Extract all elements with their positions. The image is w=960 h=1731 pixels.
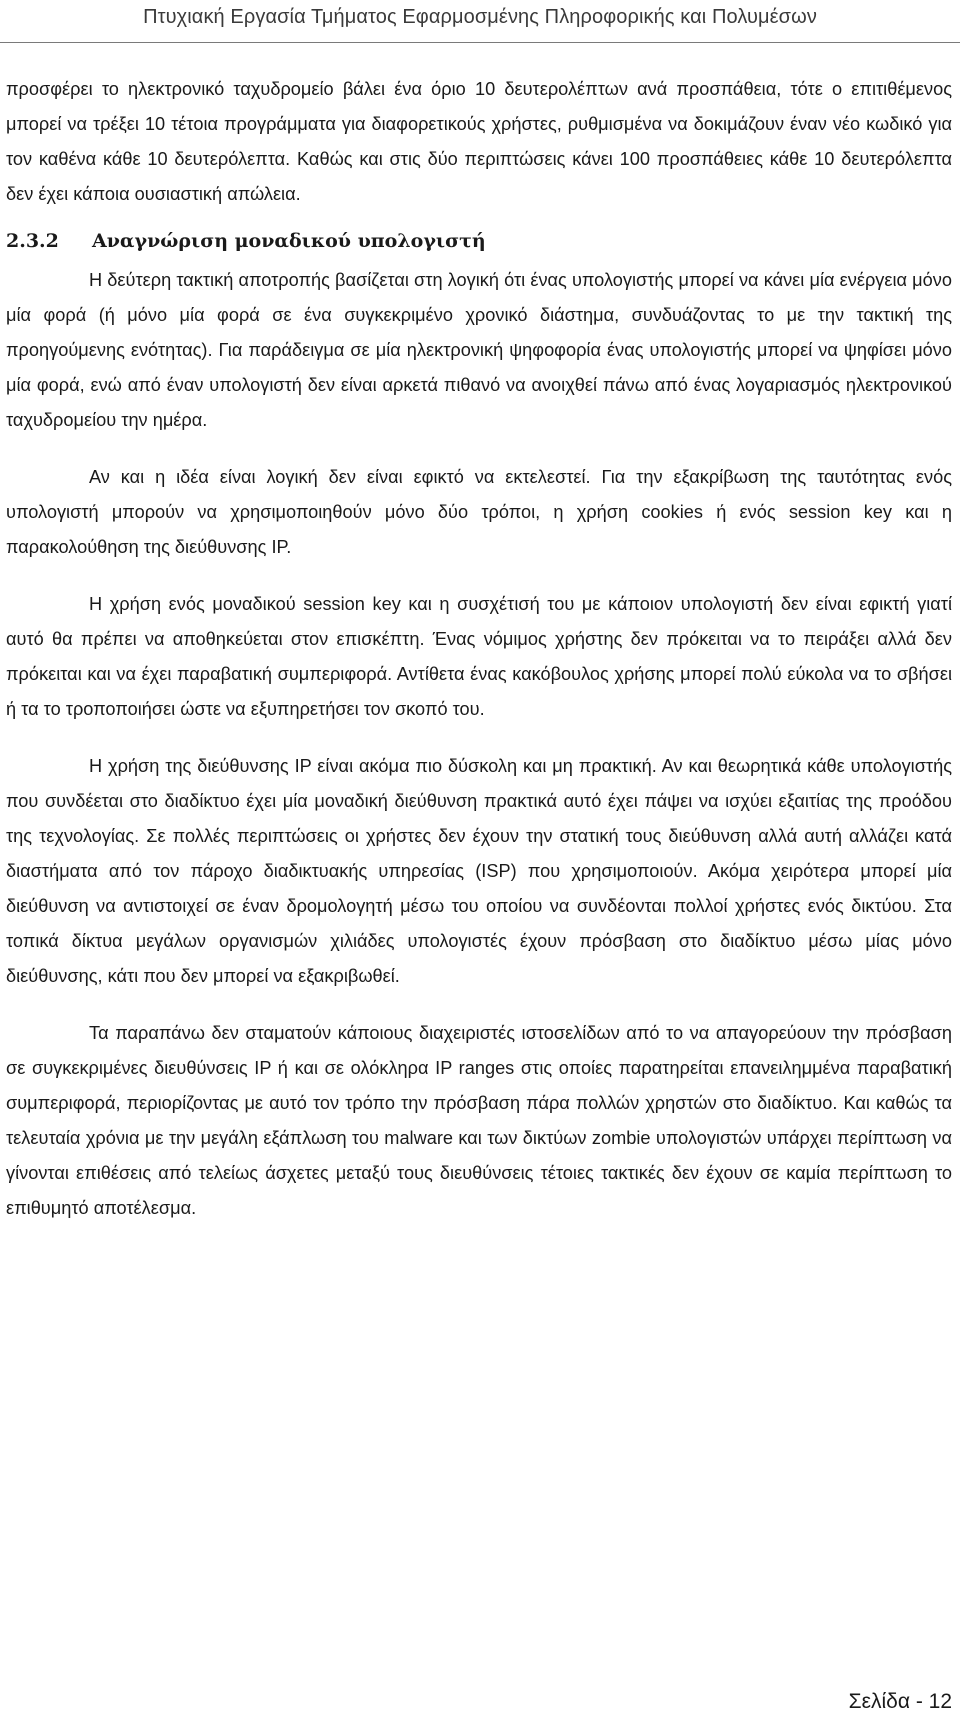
running-header: Πτυχιακή Εργασία Τμήματος Εφαρμοσμένης Πληροφορικής και Πολυμέσων bbox=[143, 6, 817, 28]
section-number: 2.3.2 bbox=[6, 230, 59, 252]
section-heading bbox=[6, 224, 952, 259]
paragraph: Αν και η ιδέα είναι λογική δεν είναι εφικτό να εκτελεστεί. Για την εξακρίβωση της ταυτότητας ενός υπολογιστή μπορούν να χρησιμοποιηθούν μόνο δύο τρόποι, η χρήση cookies ή ενός session key και η παρακολούθηση της διεύθυνσης IP. bbox=[6, 467, 952, 557]
paragraph: Τα παραπάνω δεν σταματούν κάποιους διαχειριστές ιστοσελίδων από το να απαγορεύουν την πρόσβαση σε συγκεκριμένες διευθύνσεις IP ή και σε ολόκληρα IP ranges στις οποίες παρατηρείται επανειλημμένα παραβατική συμπεριφορά, περιορίζοντας με αυτό τον τρόπο την πρόσβαση πάρα πολλών χρηστών στο διαδίκτυο. Και καθώς τα τελευταία χρόνια με την μεγάλη εξάπλωση του malware και των δικτύων zombie υπολογιστών υπάρχει περίπτωση να γίνονται επιθέσεις από τελείως άσχετες μεταξύ τους διευθύνσεις τέτοιες τακτικές δεν έχουν σε καμία περίπτωση το επιθυμητό αποτέλεσμα. bbox=[6, 1023, 952, 1218]
page-body bbox=[6, 72, 952, 1226]
paragraph: Η χρήση της διεύθυνσης IP είναι ακόμα πιο δύσκολη και μη πρακτική. Αν και θεωρητικά κάθε υπολογιστής που συνδέεται στο διαδίκτυο έχει μία μοναδική διεύθυνση πρακτικά αυτό έχει πάψει να ισχύει εξαιτίας της προόδου της τεχνολογίας. Σε πολλές περιπτώσεις οι χρήστες δεν έχουν την στατική τους διεύθυνση αλλά αυτή αλλάζει κατά διαστήματα από τον πάροχο διαδικτυακής υπηρεσίας (ISP) που χρησιμοποιούν. Ακόμα χειρότερα μπορεί μία διεύθυνση να αντιστοιχεί σε έναν δρομολογητή μέσω του οποίου να συνδέονται πολλοί χρήστες ενός δικτύου. Στα τοπικά δίκτυα μεγάλων οργανισμών χιλιάδες υπολογιστές έχουν πρόσβαση στο διαδίκτυο μέσω μίας μόνο διεύθυνσης, κάτι που δεν μπορεί να εξακριβωθεί. bbox=[6, 756, 952, 986]
section-title: Αναγνώριση μοναδικού υπολογιστή bbox=[92, 230, 486, 252]
header-divider bbox=[0, 42, 960, 43]
paragraph: Η δεύτερη τακτική αποτροπής βασίζεται στη λογική ότι ένας υπολογιστής μπορεί να κάνει μία ενέργεια μόνο μία φορά (ή μόνο μία φορά σε ένα συγκεκριμένο χρονικό διάστημα, συνδυάζοντας το με την τακτική της προηγούμενης ενότητας). Για παράδειγμα σε μία ηλεκτρονική ψηφοφορία ένας υπολογιστής μπορεί να ψηφίσει μόνο μία φορά, ενώ από έναν υπολογιστή δεν είναι αρκετά πιθανό να ανοιχθεί πάνω από ένας λογαριασμός ηλεκτρονικού ταχυδρομείου την ημέρα. bbox=[6, 270, 952, 430]
intro-paragraph: προσφέρει το ηλεκτρονικό ταχυδρομείο βάλει ένα όριο 10 δευτερολέπτων ανά προσπάθεια, τότε ο επιτιθέμενος μπορεί να τρέξει 10 τέτοια προγράμματα για διαφορετικούς χρήστες, ρυθμισμένα να δοκιμάζουν έναν νέο κωδικό για τον καθένα κάθε 10 δευτερόλεπτα. Καθώς και στις δύο περιπτώσεις κάνει 100 προσπάθειες κάθε 10 δευτερόλεπτα δεν έχει κάποια ουσιαστική απώλεια. bbox=[6, 79, 952, 204]
page-number: Σελίδα - 12 bbox=[848, 1690, 952, 1713]
paragraph: Η χρήση ενός μοναδικού session key και η συσχέτισή του με κάποιον υπολογιστή δεν είναι εφικτή γιατί αυτό θα πρέπει να αποθηκεύεται στον επισκέπτη. Ένας νόμιμος χρήστης δεν πρόκειται να το πειράξει αλλά δεν πρόκειται και να έχει παραβατική συμπεριφορά. Αντίθετα ένας κακόβουλος χρήσης μπορεί πολύ εύκολα να το σβήσει ή τα το τροποποιήσει ώστε να εξυπηρετήσει τον σκοπό του. bbox=[6, 594, 952, 719]
